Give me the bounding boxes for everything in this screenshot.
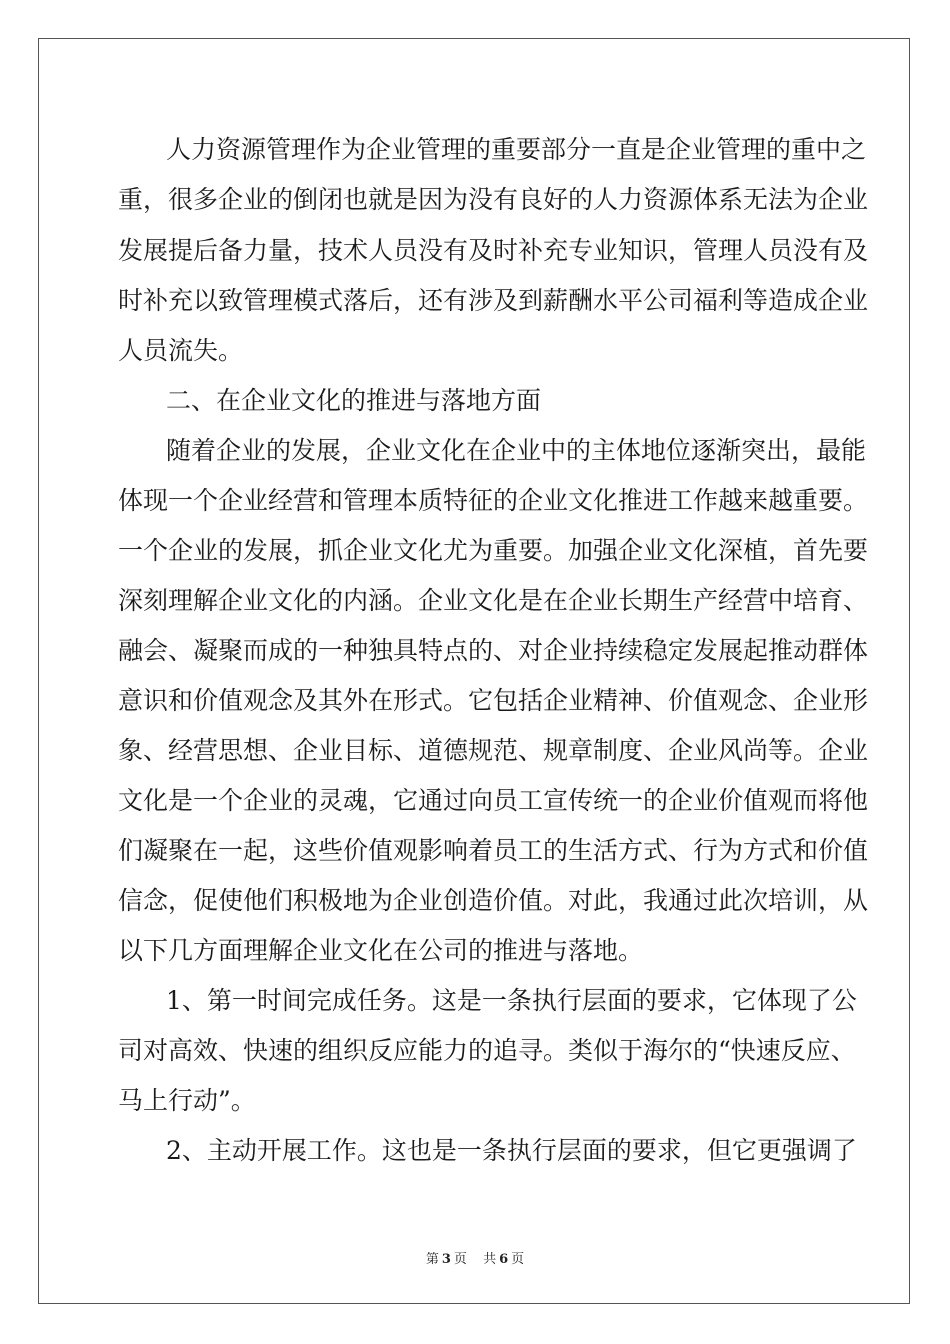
page-footer [0,1248,950,1267]
paragraph-line: 人力资源管理作为企业管理的重要部分一直是企业管理的重中之 [166,135,867,164]
paragraph-line: 意识和价值观念及其外在形式。它包括企业精神、价值观念、企业形 [118,686,869,715]
paragraph-line: 重，很多企业的倒闭也就是因为没有良好的人力资源体系无法为企业 [118,185,869,214]
paragraph-line: 人员流失。 [118,336,244,365]
paragraph-line: 发展提后备力量，技术人员没有及时补充专业知识，管理人员没有及 [118,236,869,265]
page-indicator [423,1252,470,1267]
paragraph-line: 们凝聚在一起，这些价值观影响着员工的生活方式、行为方式和价值 [118,836,869,865]
paragraph-line: 以下几方面理解企业文化在公司的推进与落地。 [118,936,644,965]
paragraph-line: 一个企业的发展，抓企业文化尤为重要。加强企业文化深植，首先要 [118,536,869,565]
page-prefix: 第 [425,1252,439,1267]
paragraph-line: 司对高效、快速的组织反应能力的追寻。类似于海尔的“快速反应、 [118,1036,856,1065]
total-page-number: 6 [499,1252,509,1267]
total-prefix: 共 [483,1252,497,1267]
page-suffix: 页 [453,1252,467,1267]
total-suffix: 页 [511,1252,525,1267]
total-indicator [480,1252,527,1267]
paragraph-line: 马上行动”。 [118,1086,256,1115]
paragraph-line: 体现一个企业经营和管理本质特征的企业文化推进工作越来越重要。 [118,486,869,515]
paragraph-line: 融会、凝聚而成的一种独具特点的、对企业持续稳定发展起推动群体 [118,636,869,665]
paragraph-line: 时补充以致管理模式落后，还有涉及到薪酬水平公司福利等造成企业 [118,286,869,315]
paragraph-line: 象、经营思想、企业目标、道德规范、规章制度、企业风尚等。企业 [118,736,869,765]
paragraph-line: 随着企业的发展，企业文化在企业中的主体地位逐渐突出，最能 [166,436,867,465]
current-page-number: 3 [441,1252,451,1267]
paragraph-line: 1、第一时间完成任务。这是一条执行层面的要求，它体现了公 [166,986,857,1015]
section-heading: 二、在企业文化的推进与落地方面 [166,386,542,415]
paragraph-line: 文化是一个企业的灵魂，它通过向员工宣传统一的企业价值观而将他 [118,786,869,815]
paragraph-line: 信念，促使他们积极地为企业创造价值。对此，我通过此次培训，从 [118,886,869,915]
paragraph-line: 2、主动开展工作。这也是一条执行层面的要求，但它更强调了 [166,1136,857,1165]
paragraph-line: 深刻理解企业文化的内涵。企业文化是在企业长期生产经营中培育、 [118,586,869,615]
